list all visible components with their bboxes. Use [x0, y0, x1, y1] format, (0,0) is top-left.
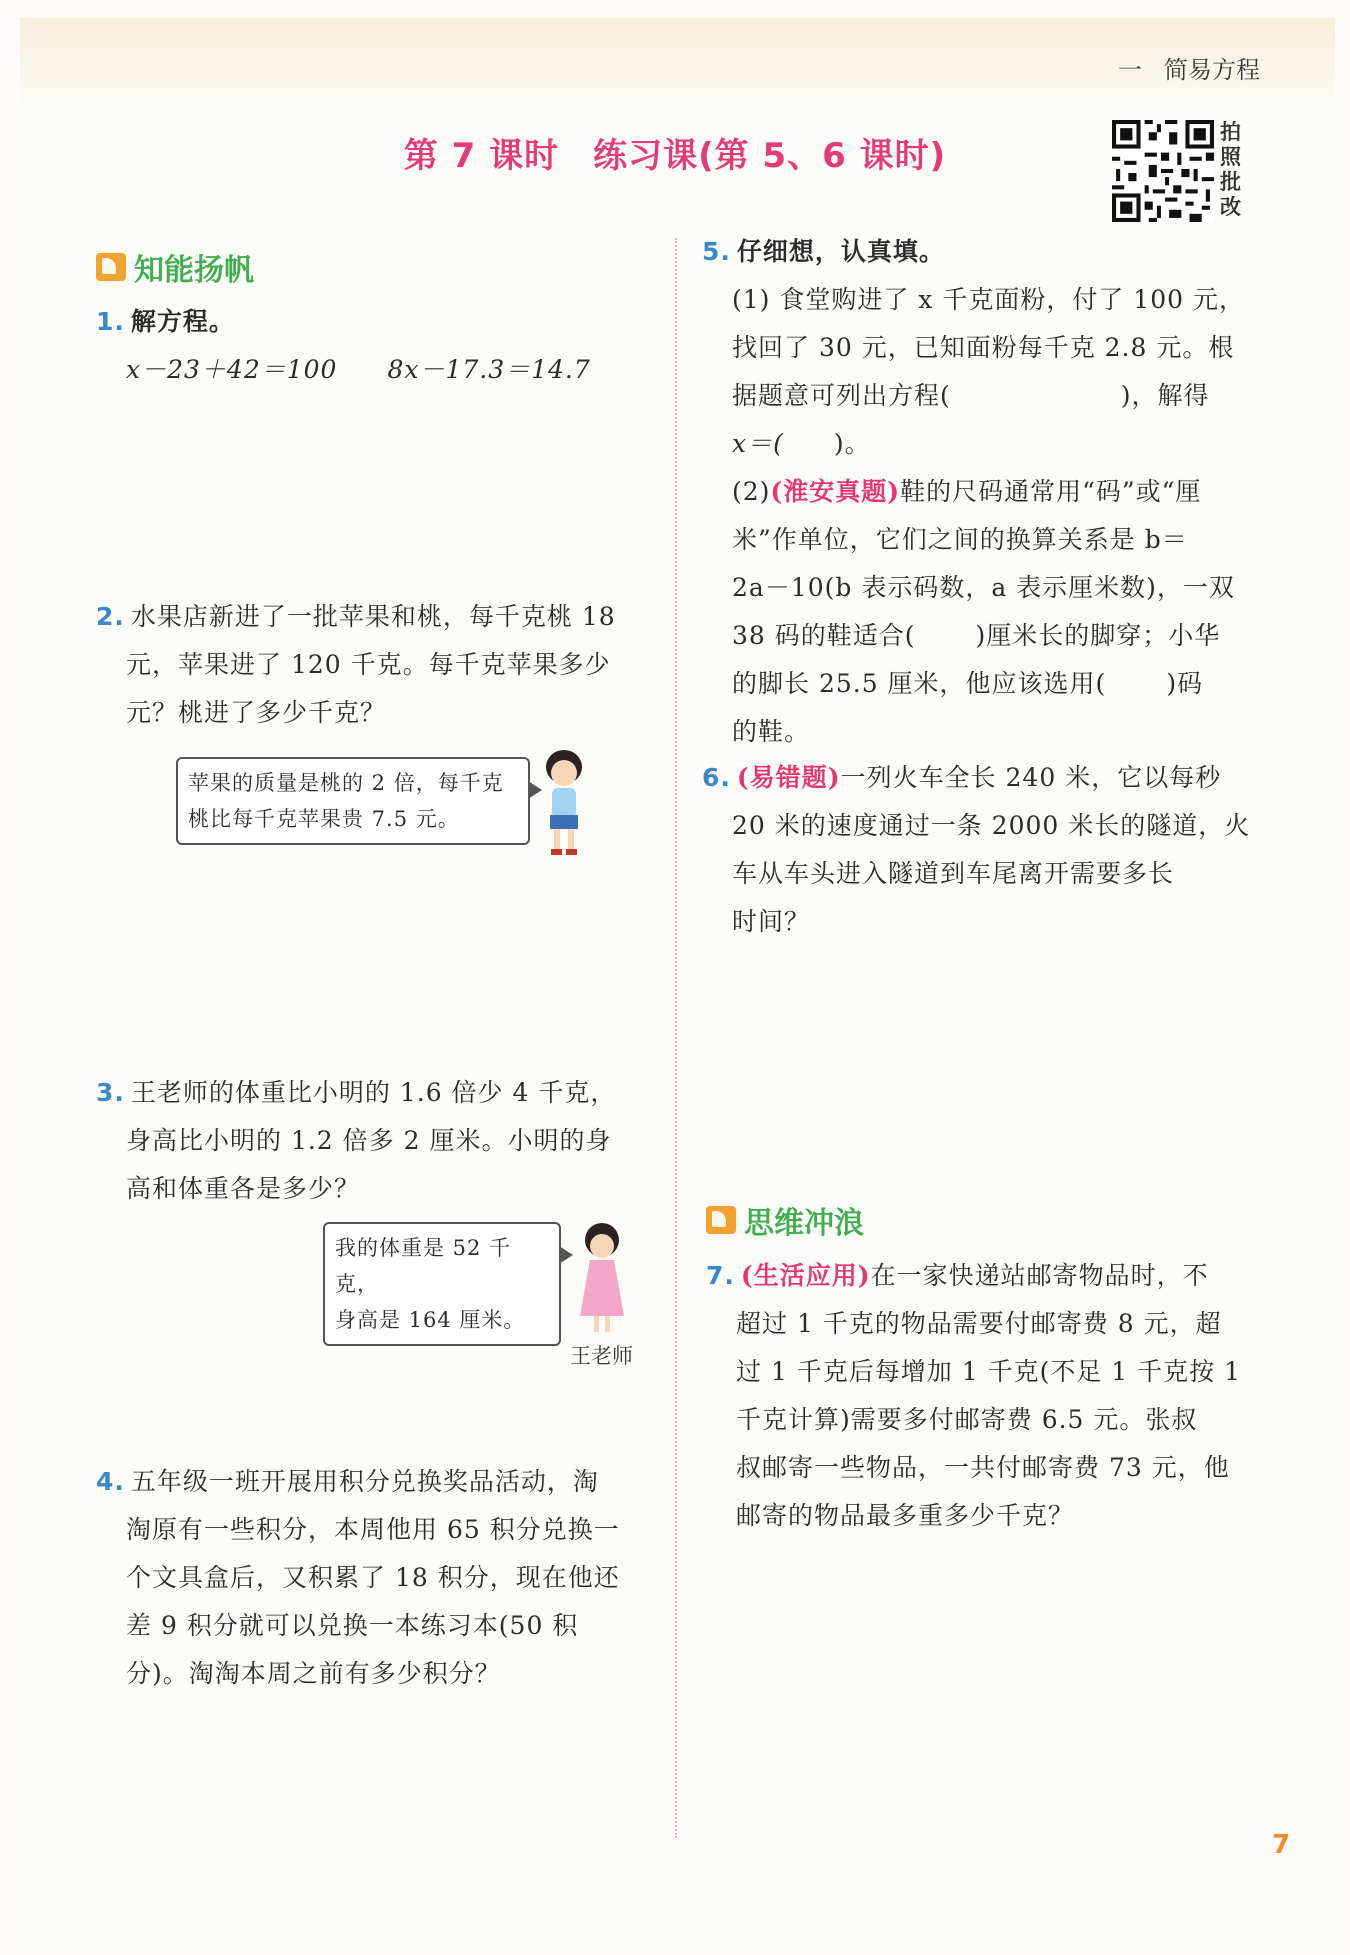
teacher-caption: 王老师 — [570, 1344, 633, 1368]
section-heading-2 — [706, 1198, 864, 1242]
question-4 — [96, 1458, 620, 1698]
q5-p2-prefix: (2) — [732, 477, 771, 506]
q5-p1-fragment: )，解得 — [1120, 381, 1210, 410]
q5-p2-line: 的鞋。 — [732, 717, 811, 746]
q3-bubble-line: 我的体重是 52 千克， — [335, 1236, 512, 1296]
page-number: 7 — [1272, 1830, 1291, 1860]
q5-p2-fragment: )码 — [1166, 669, 1204, 698]
q1-equation-1: x－23＋42＝100 — [126, 355, 338, 384]
q4-number: 4. — [96, 1467, 125, 1496]
q5-p2-line: 2a－10(b 表示码数，a 表示厘米数)，一双 — [732, 573, 1235, 602]
q1-number: 1. — [96, 307, 125, 336]
q1-prompt: 解方程。 — [130, 307, 235, 336]
book-icon — [96, 253, 126, 281]
q4-line: 五年级一班开展用积分兑换奖品活动，淘 — [130, 1467, 599, 1496]
question-6 — [702, 754, 1262, 946]
chapter-title: 简易方程 — [1164, 56, 1260, 84]
column-divider — [675, 238, 677, 1838]
q3-number: 3. — [96, 1078, 125, 1107]
q7-line: 超过 1 千克的物品需要付邮寄费 8 元，超 — [736, 1309, 1222, 1338]
q4-line: 淘原有一些积分，本周他用 65 积分兑换一 — [126, 1515, 620, 1544]
qr-label: 拍照批改 — [1220, 120, 1241, 219]
question-5 — [702, 228, 1262, 756]
q4-line: 分)。淘淘本周之前有多少积分？ — [126, 1659, 501, 1688]
q2-bubble-line: 苹果的质量是桃的 2 倍，每千克 — [188, 771, 504, 795]
q4-line: 差 9 积分就可以兑换一本练习本(50 积 — [126, 1611, 579, 1640]
q4-line: 个文具盒后，又积累了 18 积分，现在他还 — [126, 1563, 620, 1592]
q3-line: 王老师的体重比小明的 1.6 倍少 4 千克， — [130, 1078, 617, 1107]
q7-line: 过 1 千克后每增加 1 千克(不足 1 千克按 1 — [736, 1357, 1242, 1386]
q2-line: 元，苹果进了 120 千克。每千克苹果多少 — [126, 650, 611, 679]
q7-line: 千克计算)需要多付邮寄费 6.5 元。张叔 — [736, 1405, 1198, 1434]
chapter-dash: 一 — [1118, 56, 1142, 84]
q5-title: 仔细想，认真填。 — [736, 237, 945, 266]
q5-p2-line: 鞋的尺码通常用“码”或“厘 — [900, 477, 1202, 506]
q5-number: 5. — [702, 237, 731, 266]
q3-speech-bubble — [323, 1222, 561, 1346]
question-7 — [706, 1252, 1266, 1540]
q2-bubble-line: 桃比每千克苹果贵 7.5 元。 — [188, 807, 460, 831]
question-3 — [96, 1069, 616, 1213]
section-title-2: 思维冲浪 — [744, 1206, 864, 1241]
q7-tag: (生活应用) — [740, 1261, 871, 1290]
question-2 — [96, 593, 616, 737]
q2-line: 水果店新进了一批苹果和桃，每千克桃 18 — [130, 602, 616, 631]
q5-p2-line: 米”作单位，它们之间的换算关系是 b＝ — [732, 525, 1188, 554]
q5-p1-fragment: 据题意可列出方程( — [732, 381, 951, 410]
q7-number: 7. — [706, 1261, 735, 1290]
q2-number: 2. — [96, 602, 125, 631]
q3-line: 身高比小明的 1.2 倍多 2 厘米。小明的身 — [126, 1126, 612, 1155]
lesson-name: 练习课(第 5、6 课时) — [593, 136, 947, 176]
q5-p1-line: (1) 食堂购进了 x 千克面粉，付了 100 元， — [732, 285, 1245, 314]
wave-icon — [706, 1206, 736, 1234]
section-heading-1 — [96, 245, 254, 289]
teacher-illustration-icon — [570, 1220, 634, 1338]
q6-number: 6. — [702, 763, 731, 792]
q6-line: 一列火车全长 240 米，它以每秒 — [840, 763, 1222, 792]
q7-line: 邮寄的物品最多重多少千克？ — [736, 1501, 1075, 1530]
q3-bubble-line: 身高是 164 厘米。 — [335, 1308, 526, 1332]
q6-tag: (易错题) — [736, 763, 841, 792]
q5-p1-fragment: x＝( — [732, 429, 784, 458]
q5-p1-fragment: )。 — [833, 429, 871, 458]
q2-speech-bubble — [176, 757, 530, 845]
q5-p2-fragment: )厘米长的脚穿；小华 — [975, 621, 1221, 650]
section-title-1: 知能扬帆 — [134, 253, 254, 288]
q6-line: 时间？ — [732, 907, 811, 936]
qr-code-icon[interactable] — [1112, 120, 1214, 222]
q5-tag: (淮安真题) — [770, 477, 901, 506]
q5-p2-fragment: 38 码的鞋适合( — [732, 621, 916, 650]
q5-p2-fragment: 的脚长 25.5 厘米，他应该选用( — [732, 669, 1107, 698]
q1-equation-2: 8x－17.3＝14.7 — [387, 355, 591, 384]
q7-line: 在一家快递站邮寄物品时，不 — [870, 1261, 1209, 1290]
q2-line: 元？桃进了多少千克？ — [126, 698, 387, 727]
question-1 — [96, 298, 591, 394]
q7-line: 叔邮寄一些物品，一共付邮寄费 73 元，他 — [736, 1453, 1230, 1482]
q6-line: 车从车头进入隧道到车尾离开需要多长 — [732, 859, 1175, 888]
lesson-number: 第 7 课时 — [403, 136, 560, 176]
boy-illustration-icon — [528, 745, 598, 865]
q6-line: 20 米的速度通过一条 2000 米长的隧道，火 — [732, 811, 1251, 840]
chapter-header — [1118, 50, 1260, 85]
q5-p1-line: 找回了 30 元，已知面粉每千克 2.8 元。根 — [732, 333, 1235, 362]
q3-line: 高和体重各是多少？ — [126, 1174, 361, 1203]
